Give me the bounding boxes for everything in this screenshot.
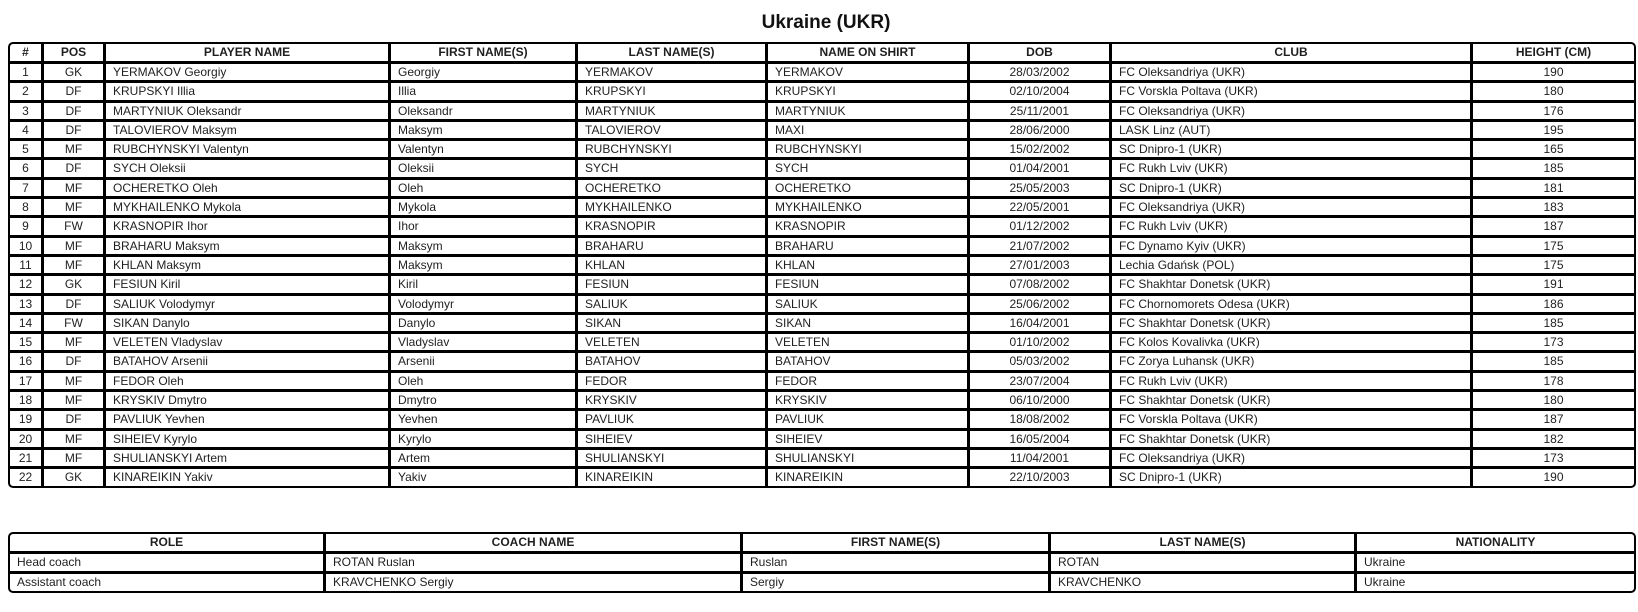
player-club: Lechia Gdańsk (POL) — [1112, 257, 1473, 276]
player-number: 12 — [10, 276, 44, 295]
player-position: DF — [44, 103, 106, 122]
player-position: MF — [44, 238, 106, 257]
player-club: FC Shakhtar Donetsk (UKR) — [1112, 276, 1473, 295]
player-number: 9 — [10, 218, 44, 237]
player-last-names: MARTYNIUK — [578, 103, 768, 122]
player-name-on-shirt: MARTYNIUK — [768, 103, 970, 122]
player-number: 1 — [10, 64, 44, 83]
player-first-names: Illia — [391, 83, 578, 102]
player-name-on-shirt: FEDOR — [768, 373, 970, 392]
player-name: KRASNOPIR Ihor — [106, 218, 391, 237]
player-first-names: Vladyslav — [391, 334, 578, 353]
table-row — [10, 103, 1634, 122]
table-row — [10, 450, 1634, 469]
col-header-coach-name: COACH NAME — [326, 534, 743, 554]
player-dob: 11/04/2001 — [970, 450, 1112, 469]
table-row — [10, 64, 1634, 83]
player-height: 195 — [1473, 122, 1634, 141]
player-name: MARTYNIUK Oleksandr — [106, 103, 391, 122]
player-position: GK — [44, 276, 106, 295]
table-row — [10, 411, 1634, 430]
col-header-player-name: PLAYER NAME — [106, 44, 391, 64]
player-first-names: Georgiy — [391, 64, 578, 83]
player-number: 10 — [10, 238, 44, 257]
player-position: MF — [44, 141, 106, 160]
player-height: 178 — [1473, 373, 1634, 392]
player-name: BRAHARU Maksym — [106, 238, 391, 257]
player-name: SIHEIEV Kyrylo — [106, 431, 391, 450]
player-number: 3 — [10, 103, 44, 122]
player-height: 173 — [1473, 334, 1634, 353]
player-position: MF — [44, 334, 106, 353]
player-name-on-shirt: KHLAN — [768, 257, 970, 276]
player-club: FC Chornomorets Odesa (UKR) — [1112, 296, 1473, 315]
player-position: DF — [44, 411, 106, 430]
player-name-on-shirt: MAXI — [768, 122, 970, 141]
coach-name: ROTAN Ruslan — [326, 554, 743, 574]
player-last-names: PAVLIUK — [578, 411, 768, 430]
col-header-coach-first-names: FIRST NAME(S) — [743, 534, 1051, 554]
player-club: FC Vorskla Poltava (UKR) — [1112, 411, 1473, 430]
player-club: FC Oleksandriya (UKR) — [1112, 103, 1473, 122]
page-title: Ukraine (UKR) — [761, 12, 891, 33]
table-row — [10, 296, 1634, 315]
player-last-names: OCHERETKO — [578, 180, 768, 199]
coach-last-names: ROTAN — [1051, 554, 1357, 574]
player-name: KRUPSKYI Illia — [106, 83, 391, 102]
player-number: 4 — [10, 122, 44, 141]
player-dob: 25/11/2001 — [970, 103, 1112, 122]
coach-first-names: Sergiy — [743, 574, 1051, 591]
table-row — [10, 392, 1634, 411]
player-name: SYCH Oleksii — [106, 160, 391, 179]
player-position: MF — [44, 450, 106, 469]
player-name: KINAREIKIN Yakiv — [106, 469, 391, 485]
player-height: 185 — [1473, 160, 1634, 179]
player-height: 175 — [1473, 238, 1634, 257]
player-first-names: Arsenii — [391, 353, 578, 372]
player-number: 16 — [10, 353, 44, 372]
player-height: 180 — [1473, 83, 1634, 102]
col-header-number: # — [10, 44, 44, 64]
player-number: 21 — [10, 450, 44, 469]
player-first-names: Maksym — [391, 122, 578, 141]
player-number: 13 — [10, 296, 44, 315]
player-first-names: Kiril — [391, 276, 578, 295]
player-first-names: Yakiv — [391, 469, 578, 485]
table-row — [10, 199, 1634, 218]
player-number: 17 — [10, 373, 44, 392]
player-name-on-shirt: YERMAKOV — [768, 64, 970, 83]
player-number: 22 — [10, 469, 44, 485]
player-club: FC Vorskla Poltava (UKR) — [1112, 83, 1473, 102]
player-position: GK — [44, 64, 106, 83]
player-position: DF — [44, 353, 106, 372]
col-header-role: ROLE — [10, 534, 326, 554]
player-last-names: KRASNOPIR — [578, 218, 768, 237]
col-header-coach-last-names: LAST NAME(S) — [1051, 534, 1357, 554]
table-row — [10, 238, 1634, 257]
player-name-on-shirt: KINAREIKIN — [768, 469, 970, 485]
player-number: 7 — [10, 180, 44, 199]
player-name-on-shirt: KRASNOPIR — [768, 218, 970, 237]
player-first-names: Artem — [391, 450, 578, 469]
player-height: 190 — [1543, 470, 1564, 485]
player-dob: 07/08/2002 — [970, 276, 1112, 295]
player-last-names: MYKHAILENKO — [578, 199, 768, 218]
col-header-nationality: NATIONALITY — [1357, 534, 1634, 554]
player-height: 176 — [1473, 103, 1634, 122]
player-name-on-shirt: SYCH — [768, 160, 970, 179]
player-dob: 22/05/2001 — [970, 199, 1112, 218]
table-row — [10, 218, 1634, 237]
player-club: SC Dnipro-1 (UKR) — [1112, 141, 1473, 160]
player-number: 15 — [10, 334, 44, 353]
player-height: 191 — [1473, 276, 1634, 295]
players-table — [8, 42, 1636, 488]
player-name: FESIUN Kiril — [106, 276, 391, 295]
player-last-names: FESIUN — [578, 276, 768, 295]
player-height: 182 — [1473, 431, 1634, 450]
player-dob: 02/10/2004 — [970, 83, 1112, 102]
coach-first-names: Ruslan — [743, 554, 1051, 574]
player-dob: 05/03/2002 — [970, 353, 1112, 372]
coach-role: Head coach — [10, 554, 326, 574]
player-first-names: Valentyn — [391, 141, 578, 160]
player-club: LASK Linz (AUT) — [1112, 122, 1473, 141]
coaches-header-row — [10, 534, 1634, 554]
table-row — [10, 160, 1634, 179]
player-number: 8 — [10, 199, 44, 218]
player-name-on-shirt: BRAHARU — [768, 238, 970, 257]
players-header-row — [10, 44, 1634, 64]
player-name: SHULIANSKYI Artem — [106, 450, 391, 469]
player-name-on-shirt: SALIUK — [768, 296, 970, 315]
table-row — [10, 257, 1634, 276]
player-height: 173 — [1473, 450, 1634, 469]
coach-role: Assistant coach — [10, 574, 326, 591]
player-position: DF — [44, 122, 106, 141]
player-position: GK — [44, 469, 106, 485]
player-name-on-shirt: SIKAN — [768, 315, 970, 334]
player-name: MYKHAILENKO Mykola — [106, 199, 391, 218]
player-name: VELETEN Vladyslav — [106, 334, 391, 353]
player-last-names: FEDOR — [578, 373, 768, 392]
player-first-names: Yevhen — [391, 411, 578, 430]
player-name: OCHERETKO Oleh — [106, 180, 391, 199]
player-name-on-shirt: FESIUN — [768, 276, 970, 295]
player-last-names: SIKAN — [578, 315, 768, 334]
table-row — [10, 353, 1634, 372]
player-first-names: Dmytro — [391, 392, 578, 411]
player-last-names: VELETEN — [578, 334, 768, 353]
player-club: FC Rukh Lviv (UKR) — [1112, 373, 1473, 392]
player-last-names: RUBCHYNSKYI — [578, 141, 768, 160]
player-club: SC Dnipro-1 (UKR) — [1112, 469, 1473, 485]
player-name: FEDOR Oleh — [106, 373, 391, 392]
player-position: DF — [44, 160, 106, 179]
player-number: 2 — [10, 83, 44, 102]
player-last-names: YERMAKOV — [578, 64, 768, 83]
player-dob: 18/08/2002 — [970, 411, 1112, 430]
player-number: 18 — [10, 392, 44, 411]
table-row — [10, 554, 1634, 574]
player-club: FC Oleksandriya (UKR) — [1112, 199, 1473, 218]
player-first-names: Mykola — [391, 199, 578, 218]
player-number: 20 — [10, 431, 44, 450]
player-first-names: Oleh — [391, 180, 578, 199]
player-height: 187 — [1473, 218, 1634, 237]
player-last-names: BATAHOV — [578, 353, 768, 372]
table-row — [10, 334, 1634, 353]
player-height: 180 — [1473, 392, 1634, 411]
player-first-names: Oleksandr — [391, 103, 578, 122]
coach-name: KRAVCHENKO Sergiy — [326, 574, 743, 591]
player-club: FC Zorya Luhansk (UKR) — [1112, 353, 1473, 372]
player-position: DF — [44, 83, 106, 102]
player-dob: 15/02/2002 — [970, 141, 1112, 160]
player-height: 165 — [1473, 141, 1634, 160]
player-height: 185 — [1473, 315, 1634, 334]
player-first-names: Maksym — [391, 238, 578, 257]
player-club: FC Rukh Lviv (UKR) — [1112, 160, 1473, 179]
player-name: SALIUK Volodymyr — [106, 296, 391, 315]
player-last-names: SALIUK — [578, 296, 768, 315]
player-height: 181 — [1473, 180, 1634, 199]
player-last-names: SIHEIEV — [578, 431, 768, 450]
player-position: FW — [44, 218, 106, 237]
player-name-on-shirt: SHULIANSKYI — [768, 450, 970, 469]
coach-last-names: KRAVCHENKO — [1051, 574, 1357, 591]
player-name-on-shirt: KRYSKIV — [768, 392, 970, 411]
player-position: MF — [44, 392, 106, 411]
player-number: 5 — [10, 141, 44, 160]
table-row — [10, 469, 1634, 485]
player-name: SIKAN Danylo — [106, 315, 391, 334]
player-position: MF — [44, 180, 106, 199]
player-last-names: BRAHARU — [578, 238, 768, 257]
player-number: 6 — [10, 160, 44, 179]
player-club: FC Oleksandriya (UKR) — [1112, 64, 1473, 83]
table-row — [10, 574, 1634, 591]
coach-nationality: Ukraine — [1357, 554, 1634, 574]
col-header-club: CLUB — [1112, 44, 1473, 64]
player-last-names: KINAREIKIN — [578, 469, 768, 485]
player-dob: 28/06/2000 — [970, 122, 1112, 141]
table-row — [10, 122, 1634, 141]
player-dob: 23/07/2004 — [970, 373, 1112, 392]
player-dob: 25/05/2003 — [970, 180, 1112, 199]
player-club: FC Shakhtar Donetsk (UKR) — [1112, 315, 1473, 334]
player-name-on-shirt: BATAHOV — [768, 353, 970, 372]
player-last-names: KRUPSKYI — [578, 83, 768, 102]
player-first-names: Ihor — [391, 218, 578, 237]
player-first-names: Oleh — [391, 373, 578, 392]
player-last-names: KHLAN — [578, 257, 768, 276]
player-name-on-shirt: OCHERETKO — [768, 180, 970, 199]
table-row — [10, 276, 1634, 295]
player-name: TALOVIEROV Maksym — [106, 122, 391, 141]
player-club: FC Dynamo Kyiv (UKR) — [1112, 238, 1473, 257]
player-first-names: Oleksii — [391, 160, 578, 179]
player-dob: 28/03/2002 — [970, 64, 1112, 83]
player-dob: 01/12/2002 — [970, 218, 1112, 237]
coaches-table — [8, 532, 1636, 593]
player-number: 11 — [10, 257, 44, 276]
player-height: 183 — [1473, 199, 1634, 218]
player-name-on-shirt: MYKHAILENKO — [768, 199, 970, 218]
table-row — [10, 141, 1634, 160]
table-row — [10, 373, 1634, 392]
col-header-name-on-shirt: NAME ON SHIRT — [768, 44, 970, 64]
table-row — [10, 315, 1634, 334]
player-height: 185 — [1473, 353, 1634, 372]
player-first-names: Maksym — [391, 257, 578, 276]
player-first-names: Kyrylo — [391, 431, 578, 450]
player-position: MF — [44, 199, 106, 218]
player-name-on-shirt: KRUPSKYI — [768, 83, 970, 102]
player-last-names: SYCH — [578, 160, 768, 179]
player-name: KHLAN Maksym — [106, 257, 391, 276]
player-club: SC Dnipro-1 (UKR) — [1112, 180, 1473, 199]
player-name: YERMAKOV Georgiy — [106, 64, 391, 83]
player-dob: 22/10/2003 — [970, 469, 1112, 485]
table-row — [10, 180, 1634, 199]
player-first-names: Danylo — [391, 315, 578, 334]
player-height: 175 — [1473, 257, 1634, 276]
player-name: RUBCHYNSKYI Valentyn — [106, 141, 391, 160]
player-dob: 25/06/2002 — [970, 296, 1112, 315]
player-number: 14 — [10, 315, 44, 334]
col-header-dob: DOB — [970, 44, 1112, 64]
player-dob: 01/04/2001 — [970, 160, 1112, 179]
player-number: 19 — [10, 411, 44, 430]
player-position: FW — [44, 315, 106, 334]
player-club: FC Shakhtar Donetsk (UKR) — [1112, 392, 1473, 411]
player-last-names: KRYSKIV — [578, 392, 768, 411]
player-height: 186 — [1473, 296, 1634, 315]
player-name-on-shirt: SIHEIEV — [768, 431, 970, 450]
player-dob: 16/04/2001 — [970, 315, 1112, 334]
player-dob: 27/01/2003 — [970, 257, 1112, 276]
player-dob: 21/07/2002 — [970, 238, 1112, 257]
player-name-on-shirt: PAVLIUK — [768, 411, 970, 430]
player-dob: 06/10/2000 — [970, 392, 1112, 411]
player-position: MF — [44, 373, 106, 392]
player-name-on-shirt: RUBCHYNSKYI — [768, 141, 970, 160]
col-header-pos: POS — [44, 44, 106, 64]
player-height: 190 — [1473, 64, 1634, 83]
player-name-on-shirt: VELETEN — [768, 334, 970, 353]
coach-nationality: Ukraine — [1364, 575, 1406, 589]
player-club: FC Rukh Lviv (UKR) — [1112, 218, 1473, 237]
player-club: FC Kolos Kovalivka (UKR) — [1112, 334, 1473, 353]
col-header-last-names: LAST NAME(S) — [578, 44, 768, 64]
table-row — [10, 83, 1634, 102]
player-first-names: Volodymyr — [391, 296, 578, 315]
player-dob: 16/05/2004 — [970, 431, 1112, 450]
player-club: FC Shakhtar Donetsk (UKR) — [1112, 431, 1473, 450]
player-dob: 01/10/2002 — [970, 334, 1112, 353]
player-name: KRYSKIV Dmytro — [106, 392, 391, 411]
player-height: 187 — [1473, 411, 1634, 430]
player-position: MF — [44, 431, 106, 450]
player-name: BATAHOV Arsenii — [106, 353, 391, 372]
col-header-height: HEIGHT (CM) — [1473, 44, 1634, 64]
player-position: DF — [44, 296, 106, 315]
player-last-names: TALOVIEROV — [578, 122, 768, 141]
player-position: MF — [44, 257, 106, 276]
player-name: PAVLIUK Yevhen — [106, 411, 391, 430]
col-header-first-names: FIRST NAME(S) — [391, 44, 578, 64]
table-row — [10, 431, 1634, 450]
player-last-names: SHULIANSKYI — [578, 450, 768, 469]
player-club: FC Oleksandriya (UKR) — [1112, 450, 1473, 469]
